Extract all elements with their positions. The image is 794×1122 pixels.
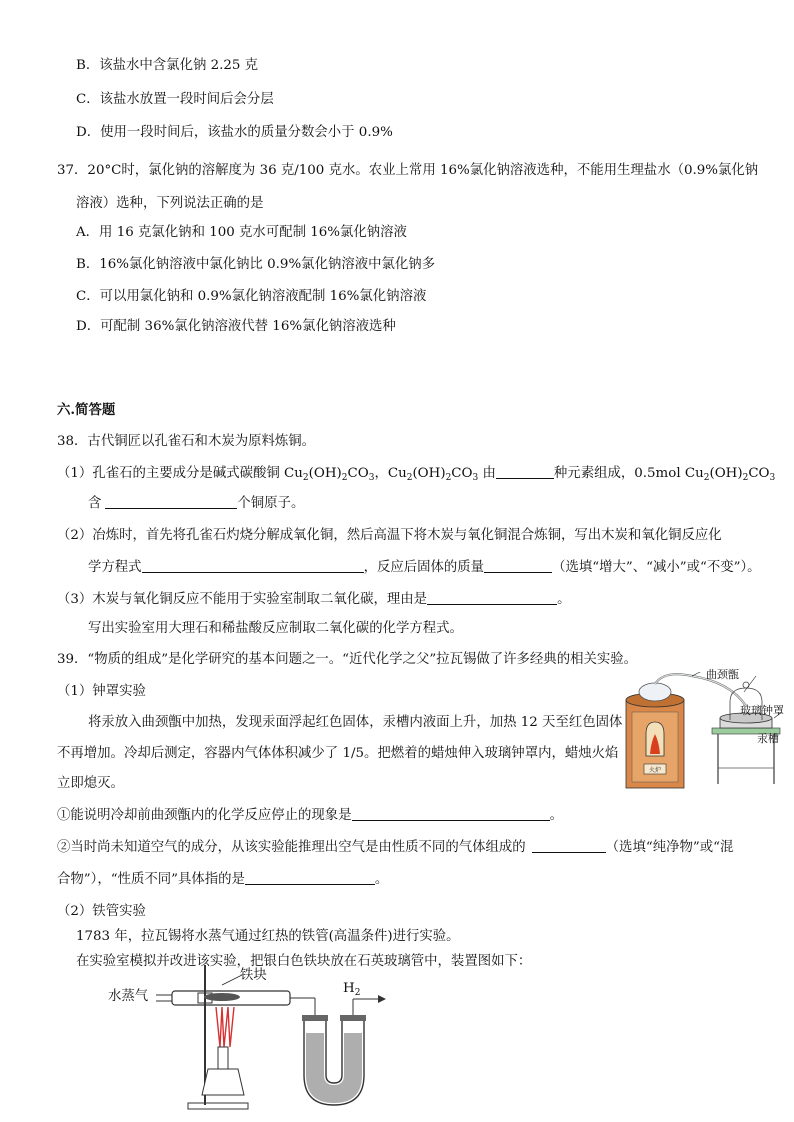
q36-option-c: C．该盐水放置一段时间后会分层 xyxy=(76,92,274,107)
q37-option-d: D．可配制 36%氯化钠溶液代替 16%氯化钠溶液选种 xyxy=(76,319,396,334)
q36-option-d: D．使用一段时间后，该盐水的质量分数会小于 0.9% xyxy=(76,125,393,140)
iron-tube-apparatus-figure xyxy=(150,955,400,1115)
q39-stem: 39．“物质的组成”是化学研究的基本问题之一。“近代化学之父”拉瓦锡做了许多经典的相关实验。 xyxy=(57,652,638,667)
answer-blank[interactable] xyxy=(496,464,554,479)
furnace-label: 火炉 xyxy=(648,767,662,774)
q38-part3-line-1: （3）木炭与氧化铜反应不能用于实验室制取二氧化碳，理由是 。 xyxy=(57,592,571,607)
hydrogen-label: $H_2$ xyxy=(343,981,361,998)
q38-part2-line-1: （2）冶炼时，首先将孔雀石灼烧分解成氧化铜，然后高温下将木炭与氧化铜混合炼铜，写出木炭和氧化铜反应化 xyxy=(57,528,722,543)
q39-part2-line-2: 在实验室模拟并改进该实验，把银白色铁块放在石英玻璃管中，装置图如下： xyxy=(76,954,532,969)
q39-part2-line-1: 1783 年，拉瓦锡将水蒸气通过红热的铁管(高温条件)进行实验。 xyxy=(76,929,460,944)
q39-paragraph-line-2: 不再增加。冷却后测定，容器内气体体积减少了 1/5。把燃着的蜡烛伸入玻璃钟罩内，蜡烛火焰 xyxy=(57,746,619,761)
q38-part1-line-2: 含 个铜原子。 xyxy=(88,496,305,511)
q39-question-2-line-1: ②当时尚未知道空气的成分，从该实验能推理出空气是由性质不同的气体组成的 （选填“纯净物”或“混 xyxy=(57,840,734,855)
q37-stem-line-1: 37．20°C时，氯化钠的溶解度为 36 克/100 克水。农业上常用 16%氯化钠溶液选种，不能用生理盐水（0.9%氯化钠 xyxy=(57,163,759,178)
iron-block-label: 铁块 xyxy=(240,968,267,983)
q38-part3-line-2: 写出实验室用大理石和稀盐酸反应制取二氧化碳的化学方程式。 xyxy=(88,621,463,636)
answer-blank[interactable] xyxy=(142,558,364,573)
bell-jar-label: 玻璃钟罩 xyxy=(740,704,784,717)
q39-part2-title: （2）铁管实验 xyxy=(57,904,146,919)
steam-label: 水蒸气 xyxy=(108,989,149,1004)
answer-blank[interactable] xyxy=(105,494,237,509)
q37-option-b: B．16%氯化钠溶液中氯化钠比 0.9%氯化钠溶液中氯化钠多 xyxy=(76,257,436,272)
mercury-trough-label: 汞槽 xyxy=(757,732,779,745)
q37-option-c: C．可以用氯化钠和 0.9%氯化钠溶液配制 16%氯化钠溶液 xyxy=(76,289,427,304)
q39-paragraph-line-3: 立即熄灭。 xyxy=(57,776,124,791)
q37-stem-line-2: 溶液）选种，下列说法正确的是 xyxy=(76,196,264,211)
q38-stem: 38．古代铜匠以孔雀石和木炭为原料炼铜。 xyxy=(57,434,316,449)
answer-blank[interactable] xyxy=(427,590,557,605)
section-title: 六.简答题 xyxy=(57,402,116,418)
retort-label: 曲颈甑 xyxy=(706,668,739,681)
answer-blank[interactable] xyxy=(484,558,552,573)
q39-question-2-line-2: 合物”），“性质不同”具体指的是 。 xyxy=(57,872,389,887)
q38-part2-line-2: 学方程式 ，反应后固体的质量 （选填“增大”、“减小”或“不变”）。 xyxy=(88,560,761,575)
q39-part1-title: （1）钟罩实验 xyxy=(57,684,146,699)
q39-question-1: ①能说明冷却前曲颈甑内的化学反应停止的现象是 。 xyxy=(57,808,563,823)
q38-part1-line-1: （1）孔雀石的主要成分是碱式碳酸铜 $Cu_2(OH)_2CO_3$，$Cu_2(OH)_2CO_3$ 由 种元素组成，0.5mol $Cu_2(OH)_2CO_3$ xyxy=(57,466,776,483)
q39-paragraph-line-1: 将汞放入曲颈甑中加热，发现汞面浮起红色固体，汞槽内液面上升，加热 12 天至红色固体 xyxy=(88,715,623,730)
answer-blank[interactable] xyxy=(245,870,375,885)
answer-blank[interactable] xyxy=(352,806,550,821)
q37-option-a: A．用 16 克氯化钠和 100 克水可配制 16%氯化钠溶液 xyxy=(76,225,407,240)
q36-option-b: B．该盐水中含氯化钠 2.25 克 xyxy=(76,58,259,73)
answer-blank[interactable] xyxy=(532,838,606,853)
